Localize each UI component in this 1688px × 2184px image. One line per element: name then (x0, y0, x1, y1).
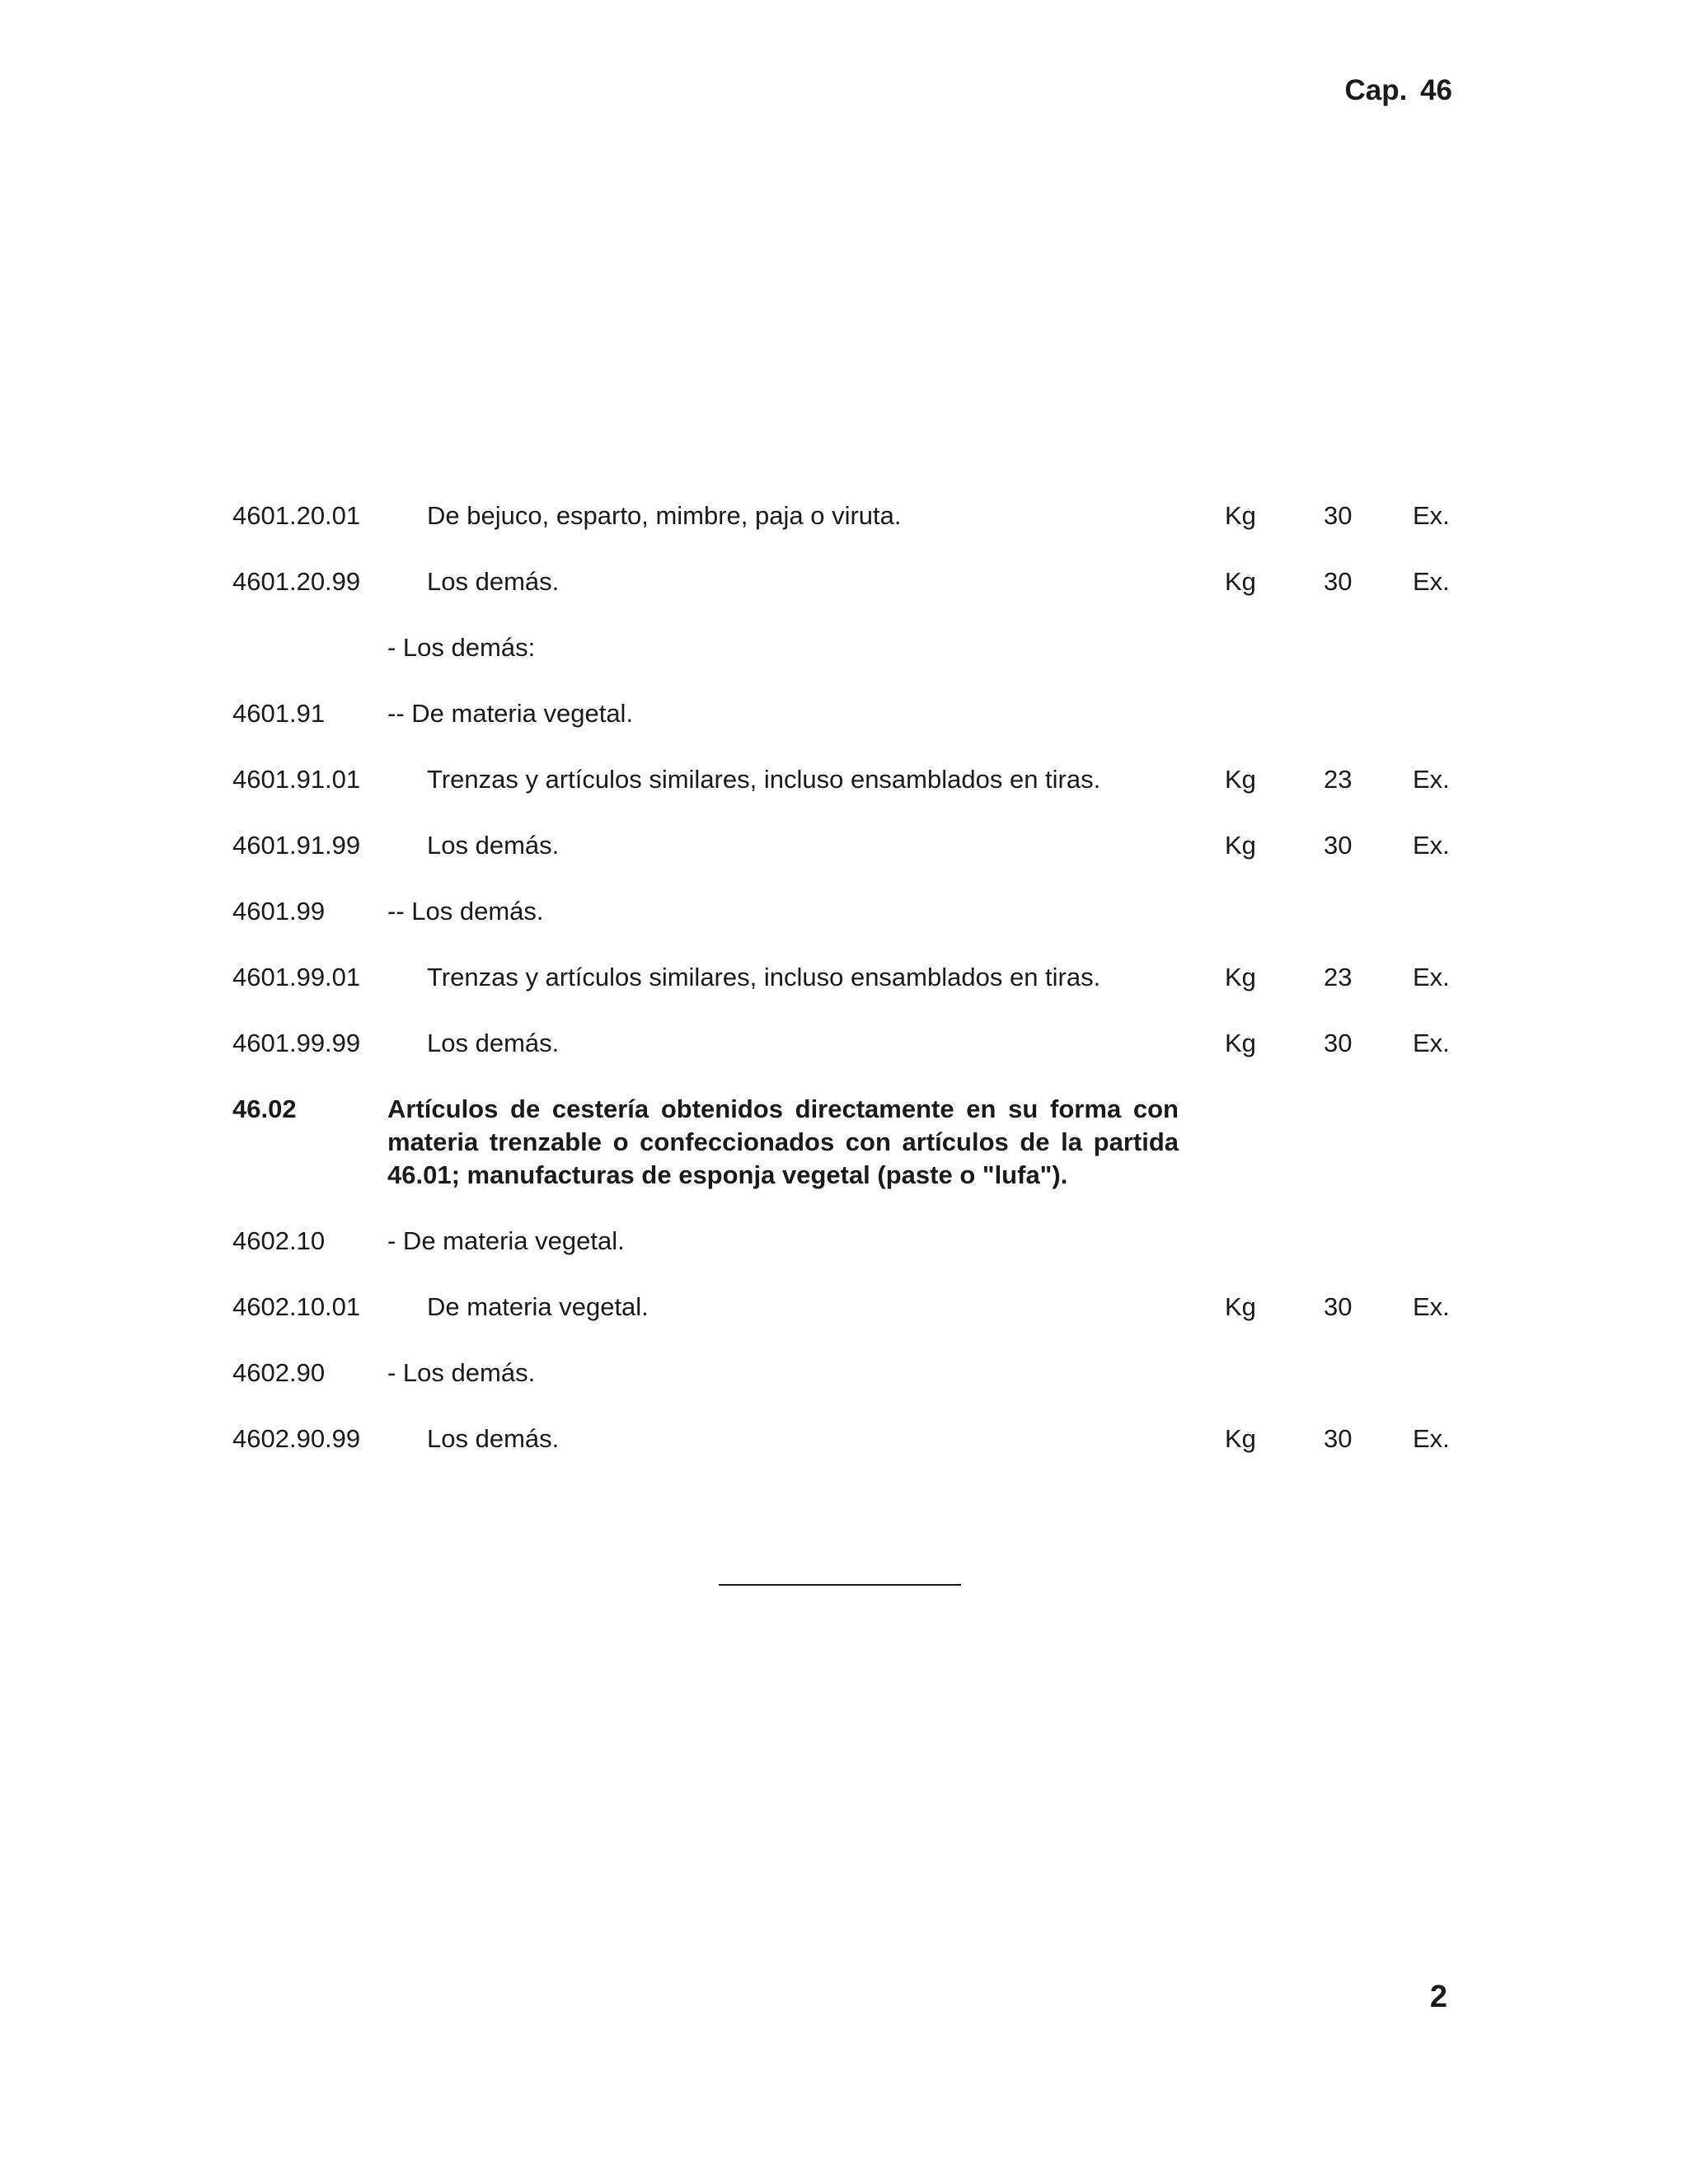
tariff-description: - De materia vegetal. (387, 1226, 625, 1255)
duty-rate: 30 (1324, 1424, 1353, 1453)
tariff-row (0, 1225, 1688, 1291)
tariff-description: -- De materia vegetal. (387, 699, 634, 728)
tariff-row (0, 1291, 1688, 1357)
tariff-row (0, 829, 1688, 895)
tariff-code: 4602.90 (232, 1358, 326, 1387)
duty-rate: 23 (1324, 963, 1353, 991)
heading-description: Artículos de cestería obtenidos directamente en su forma con materia trenzable o confeccionados con artículos de la partida 46.01; manufacturas de esponja vegetal (paste o "lufa"). (387, 1094, 1179, 1189)
chapter-header: Cap. 46 (1344, 74, 1452, 106)
unit-of-measure: Kg (1225, 1029, 1256, 1057)
tariff-code: 4601.99.01 (232, 963, 361, 991)
exemption-mark: Ex. (1413, 1029, 1450, 1057)
unit-of-measure: Kg (1225, 765, 1256, 794)
duty-rate: 23 (1324, 765, 1353, 794)
duty-rate: 30 (1324, 501, 1353, 530)
tariff-description: - Los demás. (387, 1358, 536, 1387)
heading-code: 46.02 (232, 1094, 297, 1123)
tariff-description: Los demás. (427, 1029, 560, 1057)
tariff-description: -- Los demás. (387, 897, 544, 926)
unit-of-measure: Kg (1225, 831, 1256, 860)
section-end-rule (719, 1584, 961, 1586)
tariff-description: Los demás. (427, 567, 560, 596)
exemption-mark: Ex. (1413, 567, 1450, 596)
tariff-row (0, 961, 1688, 1027)
tariff-code: 4601.91.99 (232, 831, 361, 860)
tariff-row (0, 763, 1688, 829)
tariff-row (0, 631, 1688, 697)
tariff-row (0, 697, 1688, 763)
tariff-description: Trenzas y artículos similares, incluso ensamblados en tiras. (427, 963, 1101, 991)
exemption-mark: Ex. (1413, 1424, 1450, 1453)
page-number: 2 (1429, 1980, 1447, 2014)
unit-of-measure: Kg (1225, 501, 1256, 530)
unit-of-measure: Kg (1225, 1424, 1256, 1453)
unit-of-measure: Kg (1225, 567, 1256, 596)
tariff-row (0, 565, 1688, 631)
tariff-code: 4602.10.01 (232, 1292, 361, 1321)
tariff-code: 4602.10 (232, 1226, 326, 1255)
tariff-code: 4601.20.99 (232, 567, 361, 596)
exemption-mark: Ex. (1413, 831, 1450, 860)
tariff-row (0, 1357, 1688, 1422)
exemption-mark: Ex. (1413, 501, 1450, 530)
duty-rate: 30 (1324, 1029, 1353, 1057)
tariff-description: - Los demás: (387, 633, 536, 662)
unit-of-measure: Kg (1225, 1292, 1256, 1321)
tariff-code: 4601.91.01 (232, 765, 361, 794)
tariff-code: 4601.20.01 (232, 501, 361, 530)
tariff-description: Los demás. (427, 1424, 560, 1453)
tariff-row (0, 1027, 1688, 1093)
heading-row (0, 1093, 1688, 1225)
tariff-table (0, 499, 1688, 1488)
tariff-description: Los demás. (427, 831, 560, 860)
tariff-description: Trenzas y artículos similares, incluso ensamblados en tiras. (427, 765, 1101, 794)
tariff-row (0, 499, 1688, 565)
unit-of-measure: Kg (1225, 963, 1256, 991)
tariff-row (0, 1422, 1688, 1488)
tariff-code: 4601.91 (232, 699, 326, 728)
tariff-code: 4601.99.99 (232, 1029, 361, 1057)
duty-rate: 30 (1324, 831, 1353, 860)
tariff-code: 4602.90.99 (232, 1424, 361, 1453)
exemption-mark: Ex. (1413, 765, 1450, 794)
tariff-description: De materia vegetal. (427, 1292, 649, 1321)
duty-rate: 30 (1324, 567, 1353, 596)
tariff-code: 4601.99 (232, 897, 326, 926)
tariff-description: De bejuco, esparto, mimbre, paja o viruta. (427, 501, 902, 530)
duty-rate: 30 (1324, 1292, 1353, 1321)
tariff-row (0, 895, 1688, 961)
exemption-mark: Ex. (1413, 963, 1450, 991)
exemption-mark: Ex. (1413, 1292, 1450, 1321)
